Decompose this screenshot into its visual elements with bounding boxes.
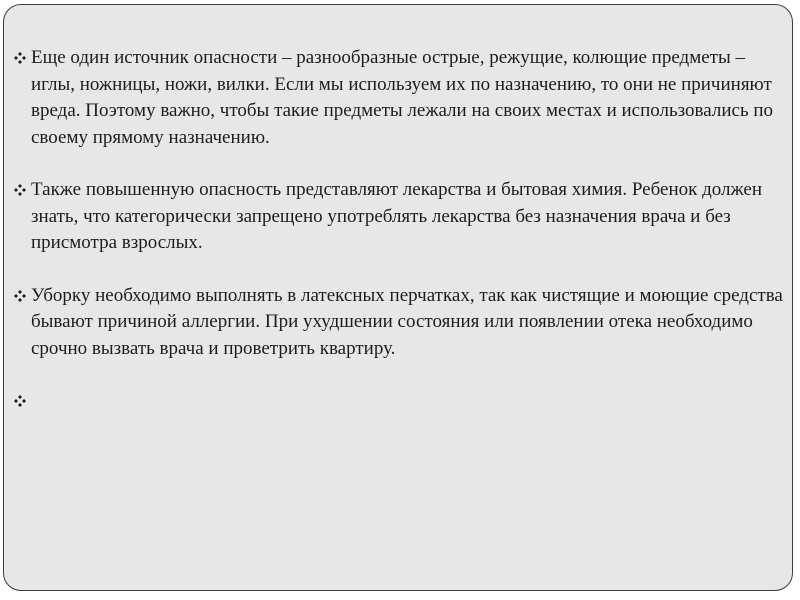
bullet-item <box>11 177 786 257</box>
bullet-text: Также повышенную опасность представляют лекарства и бытовая химия. Ребенок должен знать, что категорически запрещено употреблять лекарства без назначения врача и без присмотра взрослых. <box>31 179 762 253</box>
bullet-list <box>11 45 786 414</box>
bullet-item <box>11 45 786 151</box>
bullet-item-empty <box>11 388 786 414</box>
diamond-dots-icon <box>11 388 29 414</box>
diamond-dots-icon <box>11 45 29 71</box>
bullet-item <box>11 283 786 363</box>
bullet-text <box>31 388 786 414</box>
diamond-dots-icon <box>11 177 29 203</box>
bullet-text: Еще один источник опасности – разнообразные острые, режущие, колющие предметы – иглы, ножницы, ножи, вилки. Если мы используем их по назначению, то они не причиняют вреда. Поэтому важно, чтобы такие предметы лежали на своих местах и использовались по своему прямому назначению. <box>31 47 774 148</box>
bullet-text: Уборку необходимо выполнять в латексных перчатках, так как чистящие и моющие средства бывают причиной аллергии. При ухудшении состояния или появлении отека необходимо срочно вызвать врача и проветрить квартиру. <box>31 284 783 359</box>
content-panel <box>3 4 793 591</box>
diamond-dots-icon <box>11 283 29 309</box>
